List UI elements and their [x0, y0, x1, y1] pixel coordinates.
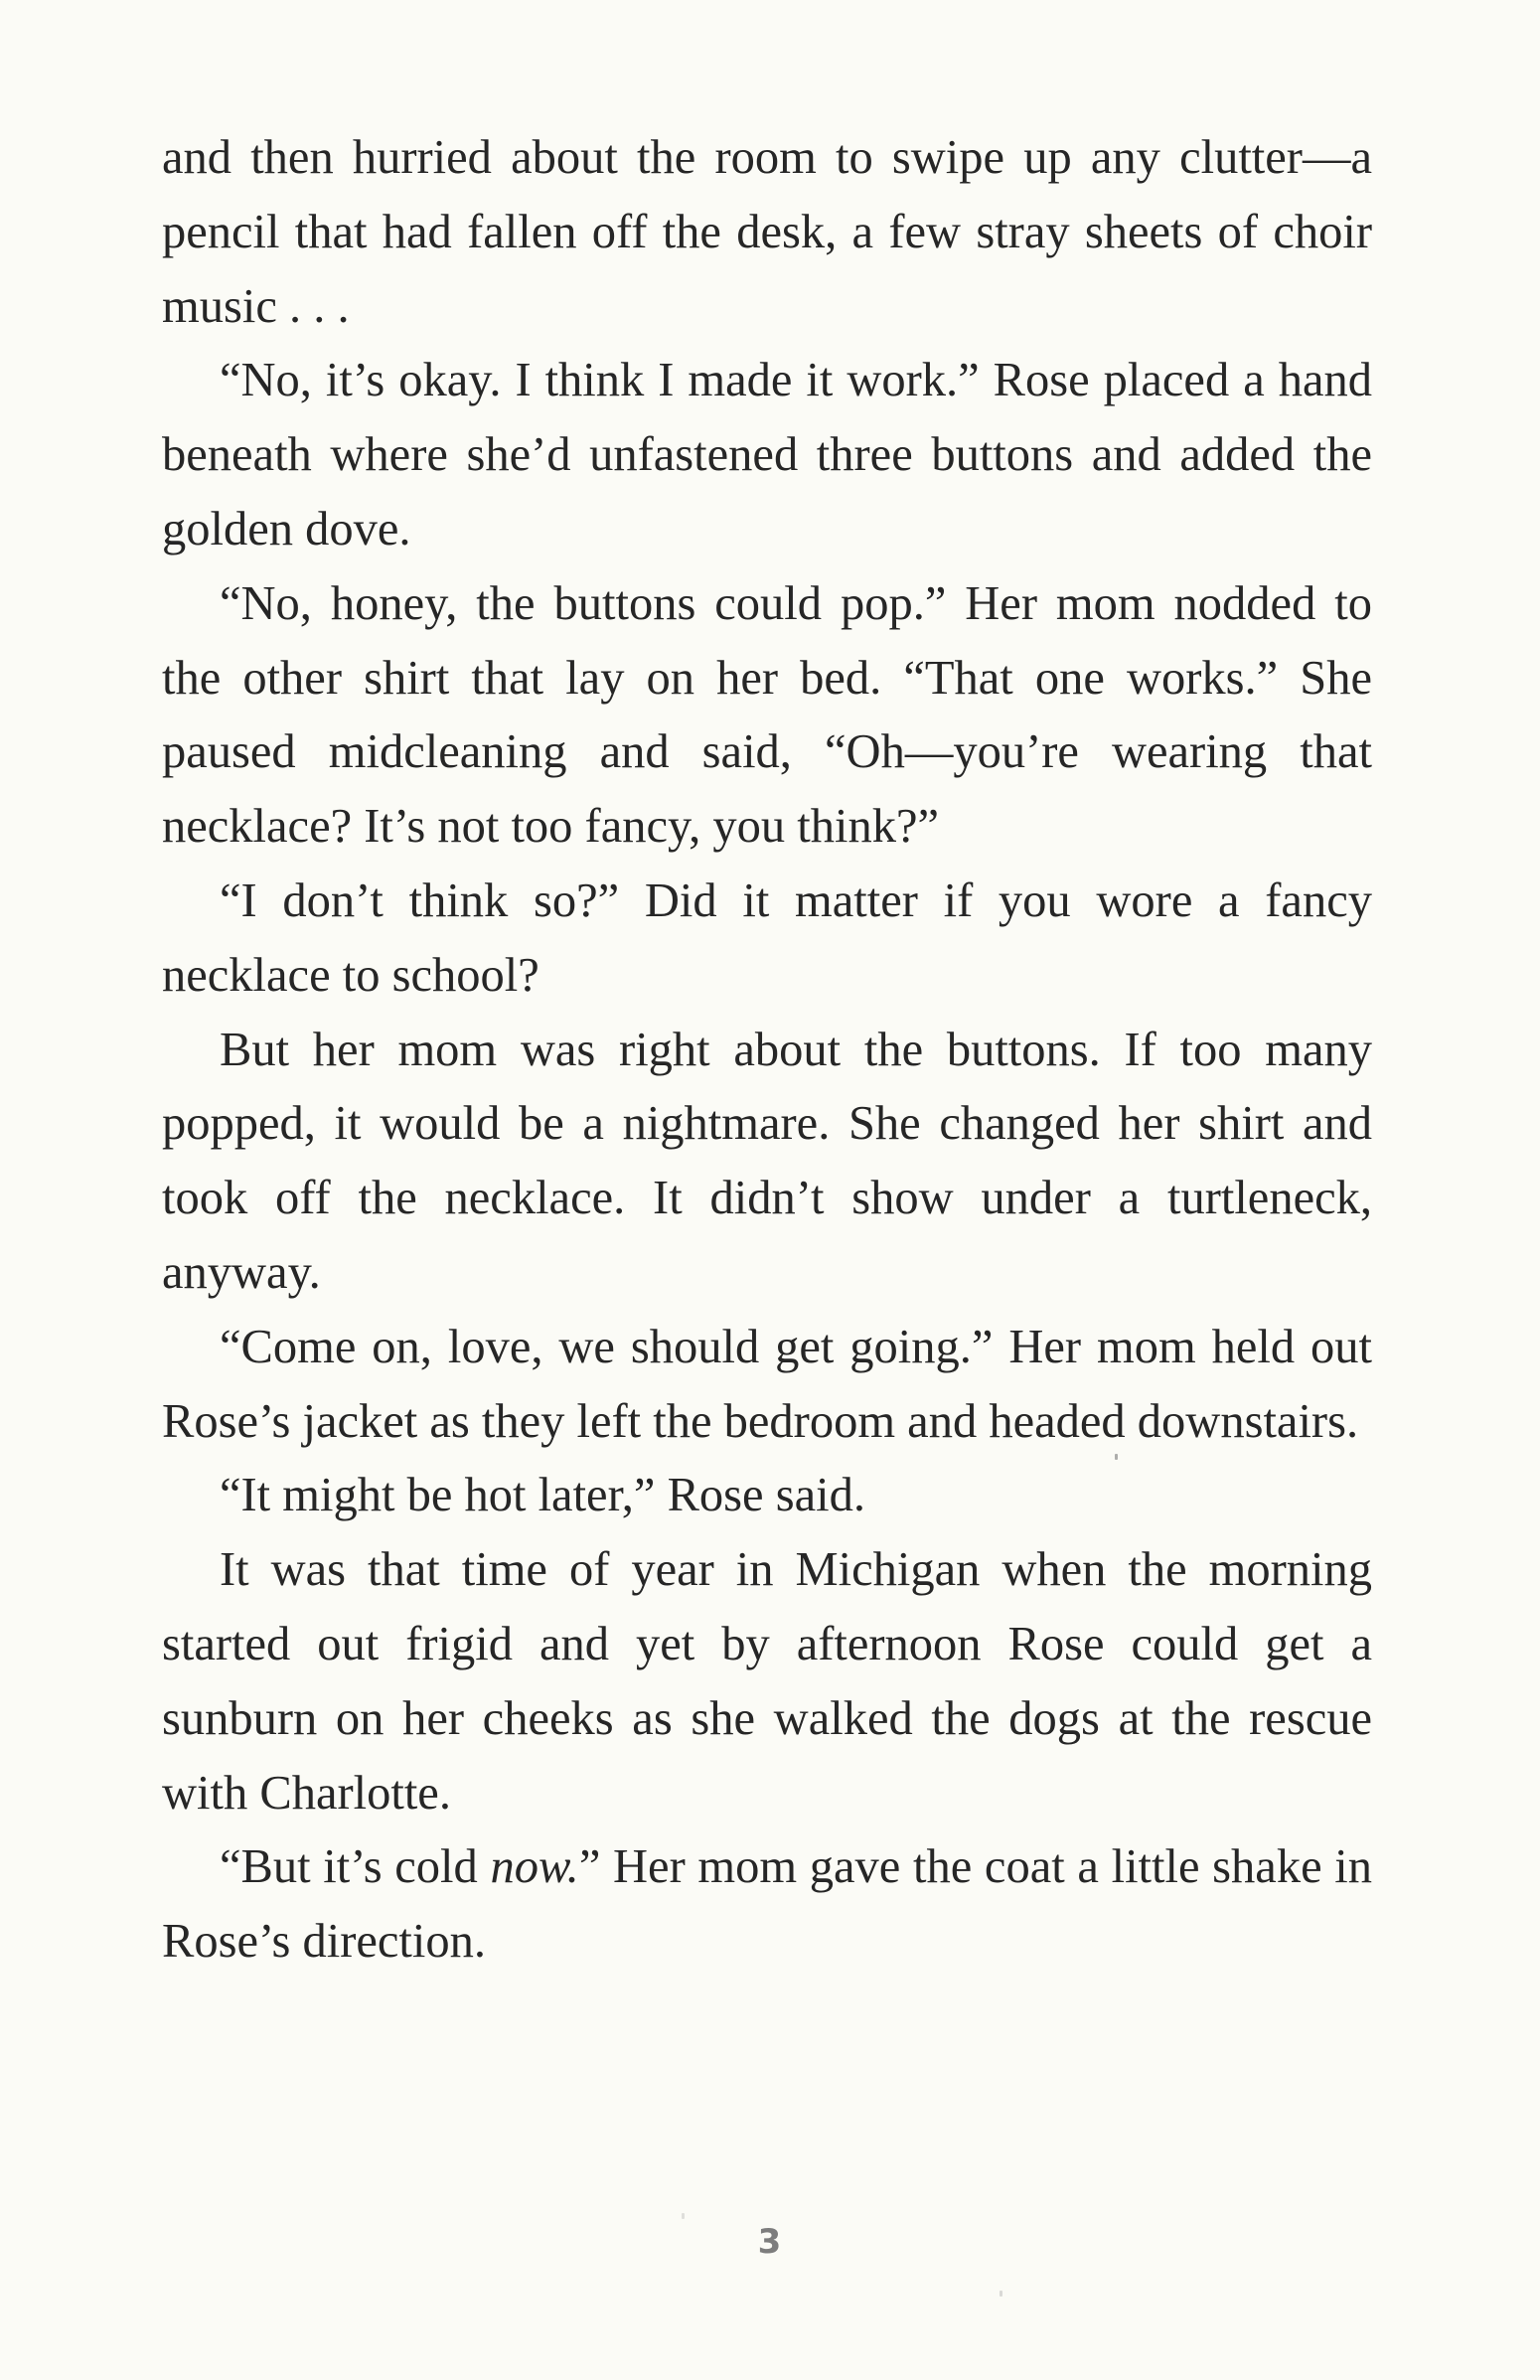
scan-speck — [1000, 2291, 1002, 2297]
paragraph — [162, 121, 1372, 344]
text-segment: “Come on, love, we should get going.” Her mom held out Rose’s jacket as they left the bedroom and headed downstairs. — [162, 1320, 1372, 1448]
paragraph — [162, 1311, 1372, 1460]
page-number: 3 — [757, 2222, 783, 2262]
text-segment: It was that time of year in Michigan when the morning started out frigid and yet by afternoon Rose could get a sunburn on her cheeks as she walked the dogs at the rescue with Charlotte. — [162, 1543, 1372, 1820]
paragraph — [162, 567, 1372, 865]
text-segment: “I don’t think so?” Did it matter if you wore a fancy necklace to school? — [162, 873, 1372, 1002]
paragraph — [162, 865, 1372, 1014]
body-text — [162, 121, 1372, 1980]
text-segment: “But it’s cold — [220, 1840, 491, 1894]
text-segment: But her mom was right about the buttons. If too many popped, it would be a nightmare. She changed her shirt and took off the necklace. It didn’t show under a turtleneck, anyway. — [162, 1023, 1372, 1299]
paragraph — [162, 1014, 1372, 1311]
text-segment: “No, it’s okay. I think I made it work.” Rose placed a hand beneath where she’d unfastened three buttons and added the golden dove. — [162, 354, 1372, 555]
paragraph — [162, 1830, 1372, 1980]
text-segment: “It might be hot later,” Rose said. — [220, 1469, 865, 1522]
italic-text: now. — [490, 1840, 579, 1894]
scan-speck — [1115, 1454, 1118, 1460]
paragraph — [162, 1533, 1372, 1830]
paragraph — [162, 344, 1372, 566]
text-segment: “No, honey, the buttons could pop.” Her mom nodded to the other shirt that lay on her bed. “That one works.” She paused midcleaning and said, “Oh—you’re wearing that necklace? It’s not too fancy, you think?” — [162, 576, 1372, 854]
scan-speck — [682, 2213, 685, 2219]
text-segment: ” Her mom gave the coat a little shake in Rose’s direction. — [162, 1840, 1372, 1969]
text-segment: and then hurried about the room to swipe up any clutter—a pencil that had fallen off the desk, a few stray sheets of choir music . . . — [162, 131, 1372, 333]
paragraph — [162, 1459, 1372, 1533]
